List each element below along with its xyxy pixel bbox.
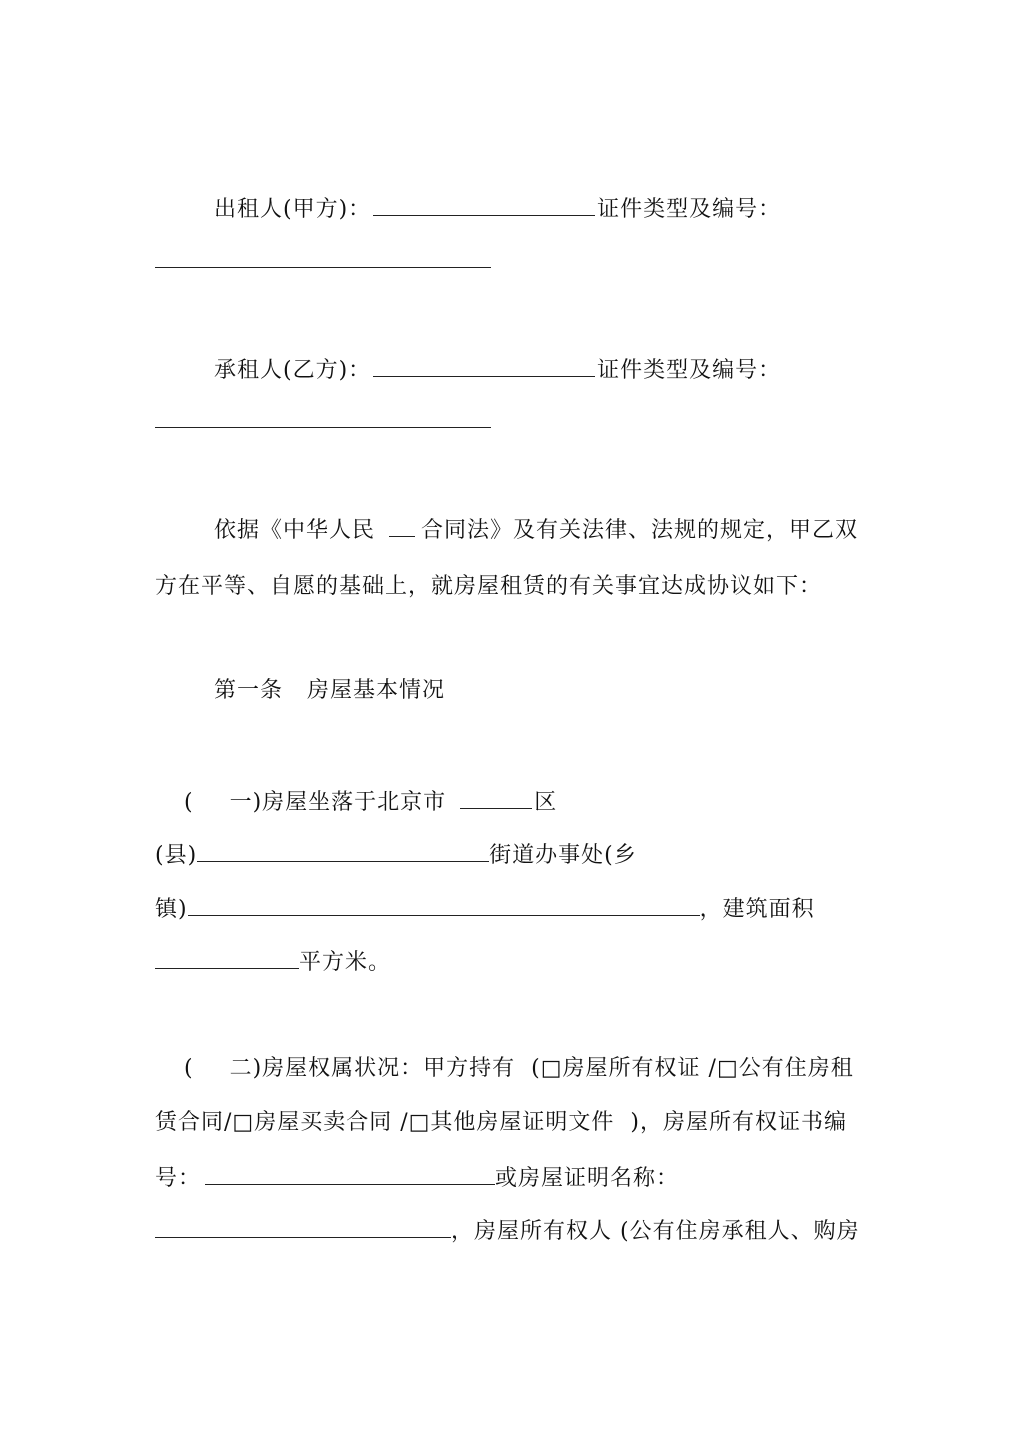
lessee-line bbox=[214, 354, 781, 386]
preamble-text-b: 合同法》及有关法律、法规的规定，甲乙双 bbox=[421, 518, 859, 543]
lessee-id-label: 证件类型及编号： bbox=[597, 358, 782, 383]
clause-2-text-3a: 号： bbox=[155, 1166, 202, 1191]
clause-1-line-1 bbox=[184, 786, 557, 818]
article-1-title-text: 第一条 房屋基本情况 bbox=[214, 678, 445, 703]
clause-2-text-3b: 或房屋证明名称： bbox=[495, 1166, 680, 1191]
clause-1-district: 区 bbox=[534, 790, 558, 815]
certificate-name-blank[interactable] bbox=[155, 1215, 451, 1238]
area-blank[interactable] bbox=[155, 946, 299, 969]
lessee-id-blank[interactable] bbox=[155, 405, 491, 428]
lessor-id-line bbox=[155, 245, 491, 277]
clause-1-line-2 bbox=[155, 839, 637, 871]
lessor-id-blank[interactable] bbox=[155, 245, 491, 268]
clause-2-line-2 bbox=[155, 1108, 847, 1138]
preamble-text-a: 依据《中华人民 bbox=[214, 518, 376, 543]
lessee-label: 承租人(乙方)： bbox=[214, 358, 372, 383]
clause-1-open-paren: ( bbox=[184, 790, 194, 815]
preamble-blank[interactable] bbox=[389, 514, 415, 537]
preamble-line-2 bbox=[155, 572, 822, 602]
clause-2-line-4 bbox=[155, 1215, 860, 1247]
clause-1-area-label: ，建筑面积 bbox=[699, 897, 815, 922]
clause-1-county: (县) bbox=[155, 843, 198, 868]
town-blank[interactable] bbox=[188, 893, 700, 916]
clause-2-line-3 bbox=[155, 1162, 679, 1194]
lessee-id-line bbox=[155, 405, 491, 437]
clause-1-area-unit: 平方米。 bbox=[299, 950, 392, 975]
preamble-text-2: 方在平等、自愿的基础上，就房屋租赁的有关事宜达成协议如下： bbox=[155, 574, 823, 599]
preamble-line-1 bbox=[214, 514, 858, 546]
lessor-label: 出租人(甲方)： bbox=[214, 197, 372, 222]
lessor-id-label: 证件类型及编号： bbox=[597, 197, 782, 222]
clause-1-line-3 bbox=[155, 893, 815, 925]
county-blank[interactable] bbox=[197, 839, 489, 862]
clause-2-open-paren: ( bbox=[184, 1056, 194, 1081]
lessor-name-blank[interactable] bbox=[373, 193, 595, 216]
clause-1-street: 街道办事处(乡 bbox=[489, 843, 637, 868]
district-blank[interactable] bbox=[460, 786, 532, 809]
certificate-number-blank[interactable] bbox=[205, 1162, 495, 1185]
clause-2-text-4: ，房屋所有权人 (公有住房承租人、购房 bbox=[451, 1219, 860, 1244]
clause-2-line-1 bbox=[184, 1054, 854, 1084]
article-1-title bbox=[214, 676, 445, 706]
lessee-name-blank[interactable] bbox=[373, 354, 595, 377]
clause-1-text-a: 一)房屋坐落于北京市 bbox=[229, 790, 447, 815]
lessor-line bbox=[214, 193, 781, 225]
clause-2-text-1: 二)房屋权属状况：甲方持有 (□房屋所有权证 /□公有住房租 bbox=[229, 1056, 854, 1081]
clause-1-line-4 bbox=[155, 946, 391, 978]
clause-2-text-2: 赁合同/□房屋买卖合同 /□其他房屋证明文件 )，房屋所有权证书编 bbox=[155, 1110, 847, 1135]
clause-1-town: 镇) bbox=[155, 897, 188, 922]
